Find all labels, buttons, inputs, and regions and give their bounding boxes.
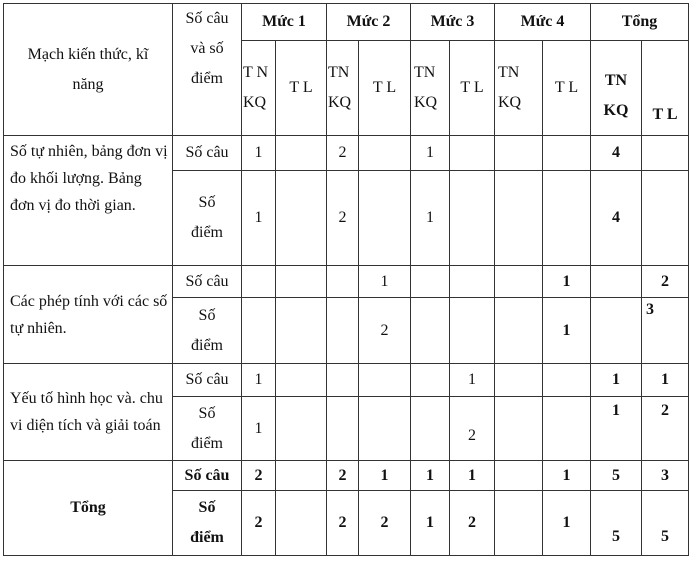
cell: 2	[242, 491, 276, 556]
header-level-3: Mức 3	[411, 4, 495, 41]
table-row-total	[4, 461, 689, 491]
cell	[327, 298, 359, 364]
row-label-so-cau: Số câu	[173, 136, 242, 171]
header-type: Số câu và số điểm	[173, 4, 242, 136]
header-m2-tnkq: TN KQ	[327, 41, 359, 136]
row-label-so-cau: Số câu	[173, 364, 242, 397]
cell: 1	[591, 397, 642, 461]
cell	[495, 397, 543, 461]
cell	[276, 171, 327, 266]
cell	[495, 298, 543, 364]
header-m4-tnkq: TN KQ	[495, 41, 543, 136]
table-row	[4, 364, 689, 397]
cell: 1	[411, 171, 450, 266]
cell	[327, 266, 359, 298]
cell	[450, 298, 495, 364]
cell	[543, 364, 591, 397]
cell: 5	[642, 491, 689, 556]
cell	[276, 364, 327, 397]
cell	[495, 266, 543, 298]
cell: 5	[591, 461, 642, 491]
exam-matrix-table	[3, 3, 689, 556]
row-label-so-cau: Số câu	[173, 461, 242, 491]
cell	[276, 266, 327, 298]
header-row-levels	[4, 4, 689, 41]
cell: 2	[642, 397, 689, 461]
cell	[450, 136, 495, 171]
cell	[495, 171, 543, 266]
cell: 2	[450, 491, 495, 556]
cell: 2	[327, 461, 359, 491]
cell: 5	[591, 491, 642, 556]
cell	[411, 266, 450, 298]
header-total-tl: T L	[642, 41, 689, 136]
cell: 2	[359, 491, 411, 556]
cell	[276, 461, 327, 491]
cell	[276, 136, 327, 171]
header-level-4: Mức 4	[495, 4, 591, 41]
total-label: Tổng	[4, 461, 173, 556]
header-m2-tl: T L	[359, 41, 411, 136]
header-m1-tnkq: T N KQ	[242, 41, 276, 136]
cell	[276, 397, 327, 461]
row-label-so-diem: Số điểm	[173, 397, 242, 461]
topic-cell: Các phép tính với các số tự nhiên.	[4, 266, 173, 364]
header-m4-tl: T L	[543, 41, 591, 136]
cell	[591, 266, 642, 298]
cell	[450, 171, 495, 266]
row-label-so-diem: Số điểm	[173, 171, 242, 266]
cell	[495, 491, 543, 556]
row-label-so-diem: Số điểm	[173, 491, 242, 556]
cell: 1	[543, 461, 591, 491]
cell: 2	[359, 298, 411, 364]
cell: 1	[411, 461, 450, 491]
cell: 1	[411, 491, 450, 556]
cell	[495, 136, 543, 171]
topic-cell: Số tự nhiên, bảng đơn vị đo khối lượng. Bảng đơn vị đo thời gian.	[4, 136, 173, 266]
cell	[242, 266, 276, 298]
cell: 1	[359, 461, 411, 491]
cell: 2	[327, 136, 359, 171]
cell	[495, 364, 543, 397]
cell: 1	[543, 298, 591, 364]
table-row	[4, 266, 689, 298]
cell: 1	[450, 461, 495, 491]
topic-cell: Yếu tố hình học và. chu vi diện tích và giải toán	[4, 364, 173, 461]
cell	[543, 136, 591, 171]
cell: 1	[543, 266, 591, 298]
header-m1-tl: T L	[276, 41, 327, 136]
cell	[591, 298, 642, 364]
cell	[411, 298, 450, 364]
header-topic: Mạch kiến thức, kĩ năng	[4, 4, 173, 136]
header-m3-tl: T L	[450, 41, 495, 136]
cell: 1	[411, 136, 450, 171]
cell	[276, 491, 327, 556]
cell	[642, 136, 689, 171]
cell	[543, 397, 591, 461]
cell: 2	[642, 266, 689, 298]
row-label-so-cau: Số câu	[173, 266, 242, 298]
cell	[411, 397, 450, 461]
cell	[411, 364, 450, 397]
cell	[359, 136, 411, 171]
cell: 1	[242, 171, 276, 266]
cell	[495, 461, 543, 491]
cell: 3	[642, 461, 689, 491]
cell	[359, 171, 411, 266]
cell: 3	[642, 298, 689, 364]
header-total-tnkq: TN KQ	[591, 41, 642, 136]
cell: 1	[242, 136, 276, 171]
cell: 2	[242, 461, 276, 491]
cell: 4	[591, 136, 642, 171]
header-level-2: Mức 2	[327, 4, 411, 41]
cell: 1	[642, 364, 689, 397]
cell	[642, 171, 689, 266]
cell: 1	[359, 266, 411, 298]
cell	[450, 266, 495, 298]
cell: 2	[327, 171, 359, 266]
cell: 1	[450, 364, 495, 397]
cell	[359, 397, 411, 461]
cell: 2	[327, 491, 359, 556]
header-m3-tnkq: TN KQ	[411, 41, 450, 136]
cell	[543, 171, 591, 266]
header-total: Tổng	[591, 4, 689, 41]
cell	[359, 364, 411, 397]
header-level-1: Mức 1	[242, 4, 327, 41]
cell	[276, 298, 327, 364]
cell: 1	[242, 364, 276, 397]
cell	[242, 298, 276, 364]
cell	[327, 364, 359, 397]
row-label-so-diem: Số điểm	[173, 298, 242, 364]
cell: 1	[242, 397, 276, 461]
cell: 4	[591, 171, 642, 266]
cell: 2	[450, 397, 495, 461]
cell	[327, 397, 359, 461]
cell: 1	[591, 364, 642, 397]
table-row	[4, 136, 689, 171]
cell: 1	[543, 491, 591, 556]
